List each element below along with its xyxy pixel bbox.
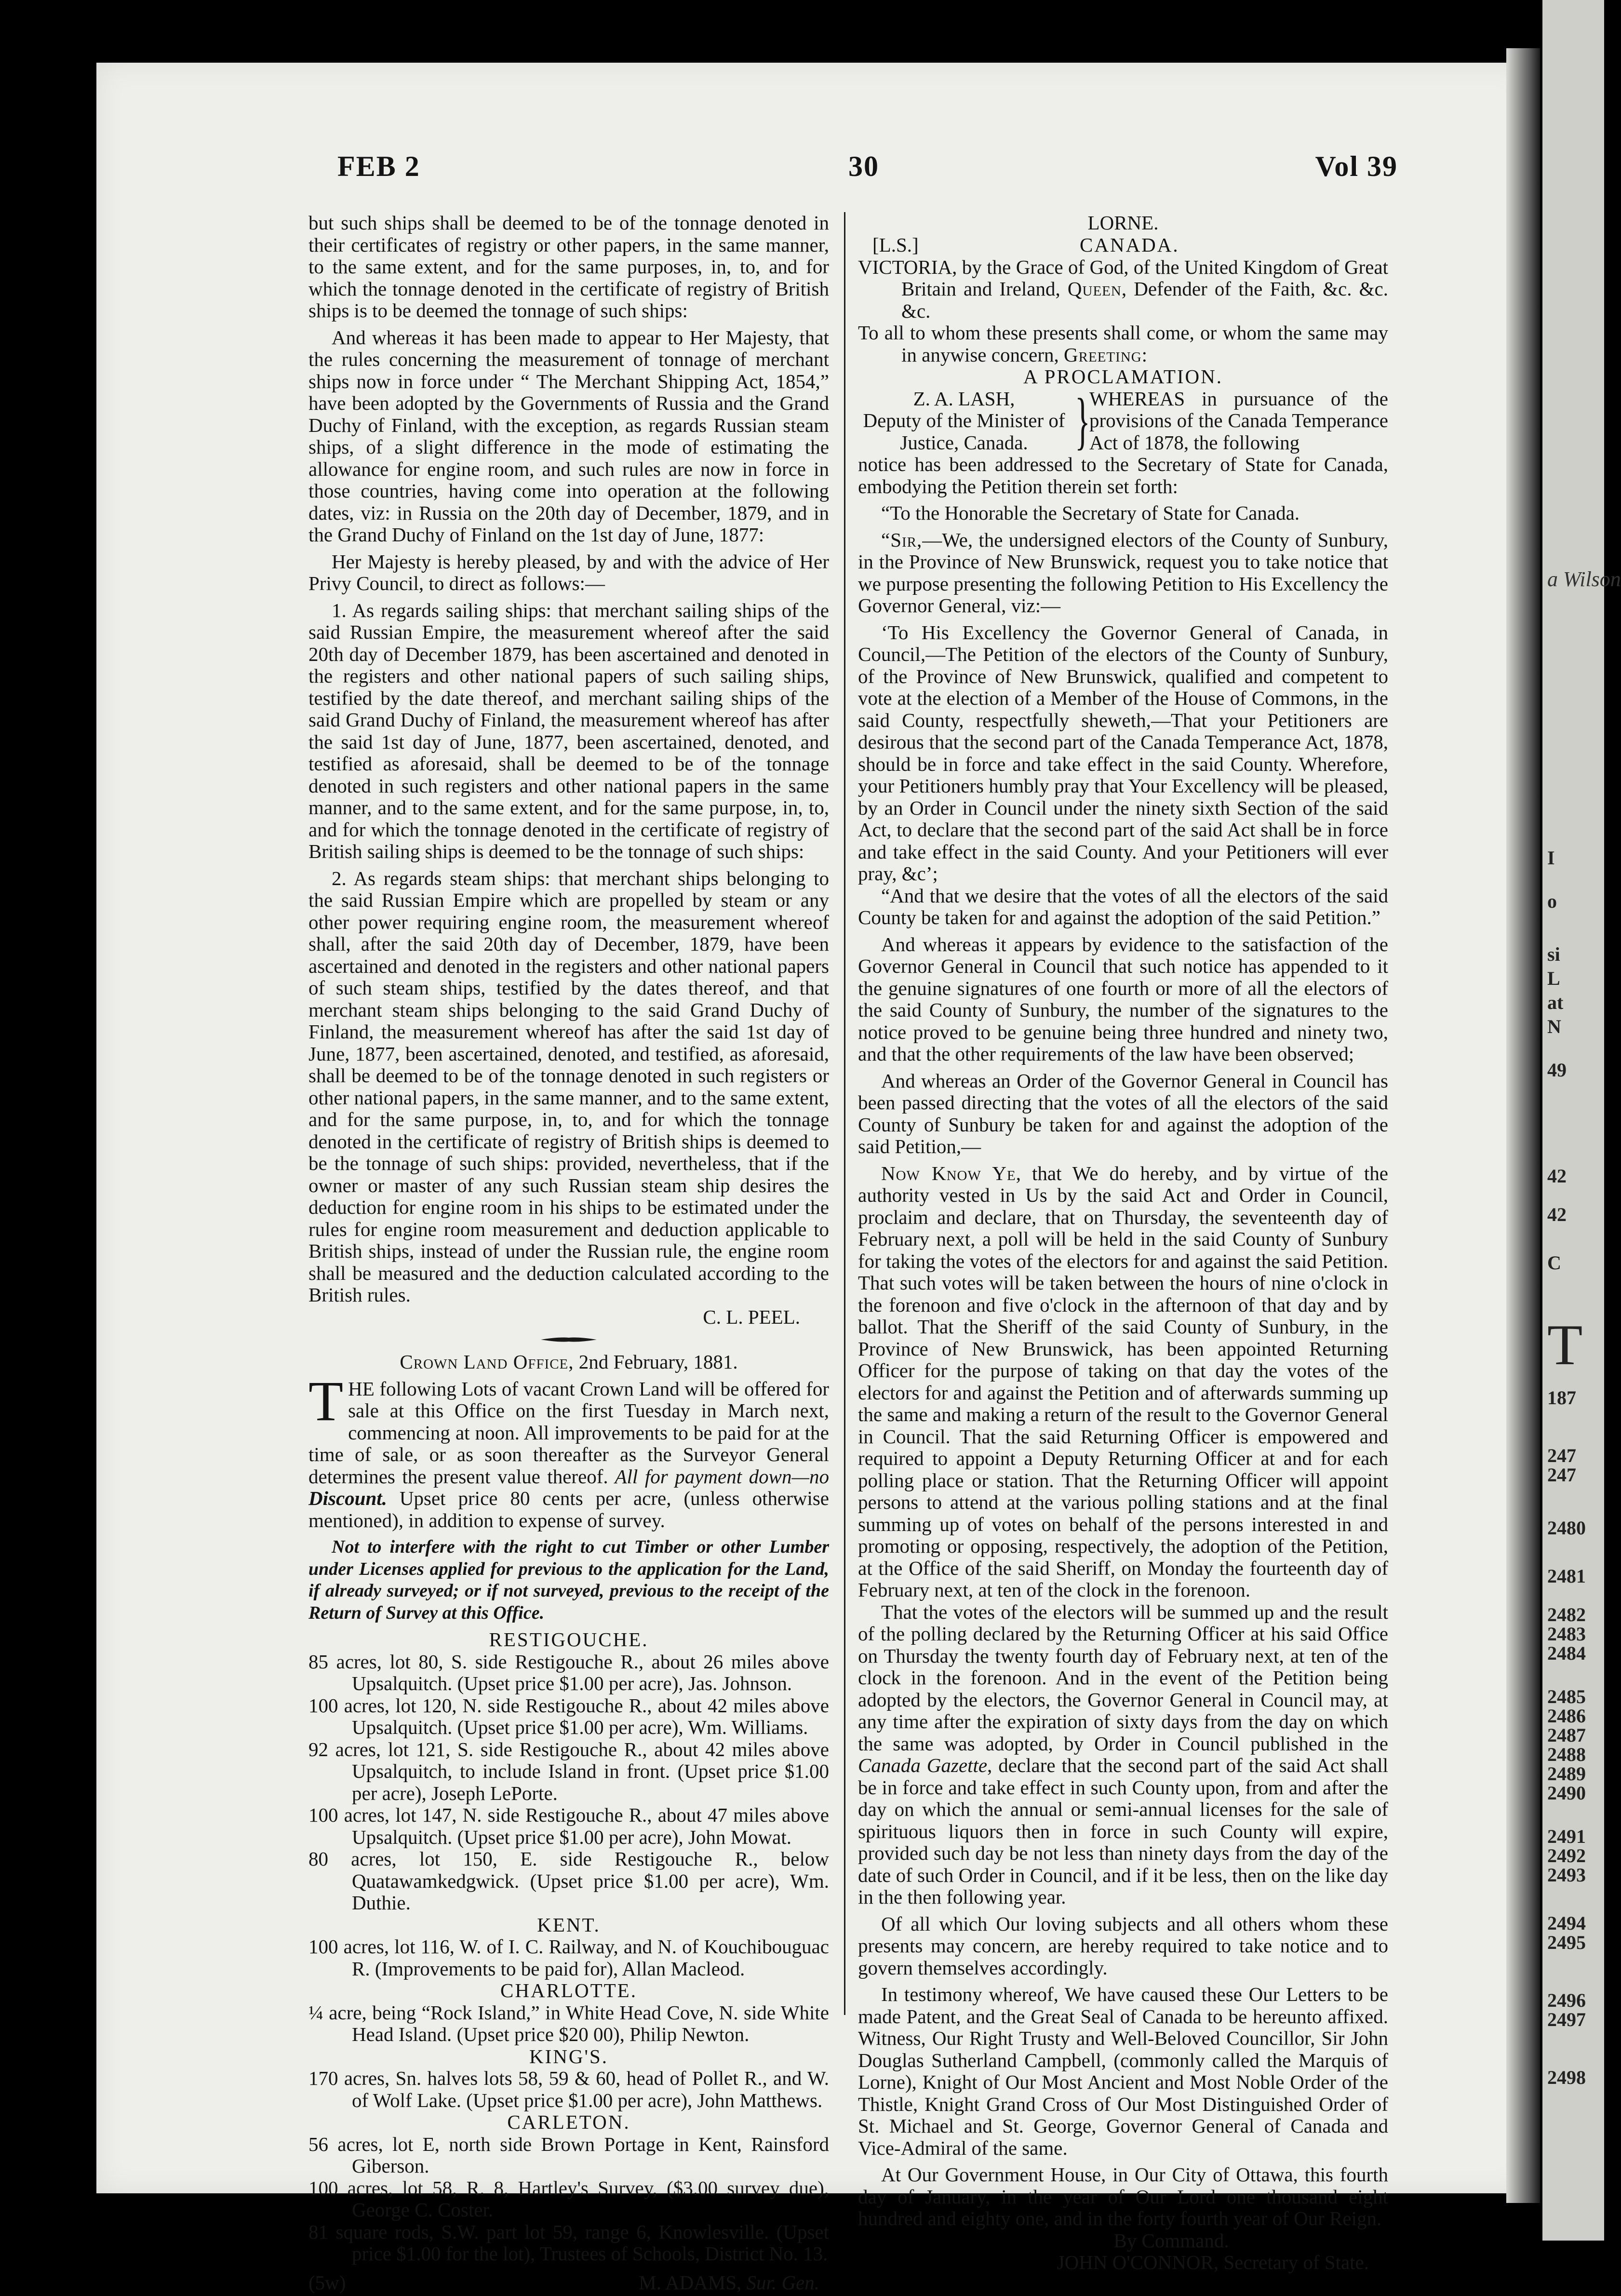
margin-fragment: N [1547,1016,1561,1037]
margin-fragment: 42 [1547,1165,1567,1187]
drop-cap-t: T [308,1369,344,1433]
margin-fragment: 187 [1547,1387,1576,1409]
land-lot: 100 acres, lot 58, R. 8, Hartley's Survey, ($3.00 survey due), George C. Coster. [308,2176,829,2221]
margin-fragment: C [1547,1252,1561,1274]
order-paragraph: Her Majesty is hereby pleased, by and with the advice of Her Privy Council, to direct as follows:— [308,550,829,594]
secretary-signature: JOHN O'CONNOR, Secretary of State. [1057,2251,1369,2273]
divider-ornament [540,1335,598,1344]
county-heading-kings: KING'S. [529,2045,608,2068]
page-gutter-shadow [1506,48,1540,2203]
margin-fragment: 2495 [1547,1932,1586,1953]
notice-code: (5w) [308,2271,346,2294]
column-rule [844,212,845,2015]
margin-fragment: 247 [1547,1445,1576,1466]
timber-notice: Not to interfere with the right to cut Timber or other Lumber under Licenses applied for previous to the application for the Land, if already surveyed; or if not surveyed, previous to the receipt of the Return of Survey at this Office. [308,1537,829,1623]
margin-fragment: 2496 [1547,1989,1586,2011]
county-heading-kent: KENT. [537,1913,601,1936]
margin-fragment: 2493 [1547,1864,1586,1886]
order-paragraph: 1. As regards sailing ships: that merchant sailing ships of the said Russian Empire, the measurement whereof after the said 20th day of December 1879, has been ascertained and denoted in the registers and other national papers of such sailing ships, testified by the date thereof, and merchant sailing ships of the said Grand Duchy of Finland, the measurement whereof has after the said 1st day of June, 1877, been ascertained, denoted, and testified as aforesaid, shall be deemed to be of the tonnage denoted in such registers and other national papers in the same manner, and to the same extent, and for the same purpose, in, to, and for which the tonnage denoted in the certificate of registry of British sailing ships is deemed to be the tonnage of such ships: [308,599,829,862]
margin-fragment: 2490 [1547,1782,1586,1804]
surveyor-signature: M. ADAMS, Sur. Gen. [639,2271,819,2294]
adjacent-page-strip [1542,0,1621,2241]
margin-fragment: 2492 [1547,1845,1586,1866]
margin-fragment: 2484 [1547,1642,1586,1664]
land-lot: 80 acres, lot 150, E. side Restigouche R., below Quatawamkedgwick. (Upset price $1.00 per acre), Wm. Duthie. [308,1848,829,1914]
margin-fragment: 49 [1547,1059,1567,1081]
land-lot: 92 acres, lot 121, S. side Restigouche R., about 42 miles above Upsalquitch, to include Island in front. (Upset price $1.00 per acre), Joseph LePorte. [308,1738,829,1804]
whereas-continued: notice has been addressed to the Secretary of State for Canada, embodying the Petition therein set forth: [858,453,1388,497]
margin-fragment: 2498 [1547,2067,1586,2088]
margin-handwriting: a Wilson [1547,567,1621,591]
whereas-opening: WHEREAS in pursuance of the provisions of the Canada Temperance Act of 1878, the following [1089,387,1388,454]
deputy-title: Deputy of the Minister of Justice, Canada. [863,409,1065,454]
margin-fragment: 42 [1547,1204,1567,1225]
page-number: 30 [848,150,879,182]
proclamation-heading: A PROCLAMATION. [1023,365,1223,388]
signature-peel: C. L. PEEL. [703,1305,800,1328]
margin-fragment: 2483 [1547,1623,1586,1645]
land-lot: 100 acres, lot 116, W. of I. C. Railway, and N. of Kouchibouguac R. (Improvements to be paid for), Allan Macleod. [308,1935,829,1980]
crown-land-dateline: Crown Land Office, 2nd February, 1881. [400,1351,738,1373]
left-column [308,212,829,2296]
votes-summed-paragraph: That the votes of the electors will be summed up and the result of the polling declared by the Returning Officer at his said Office on Thursday the twenty fourth day of February next, at ten of the clock in the forenoon. And in the event of the Petition being adopted by the electors, the Governor General in Council may, at any time after the expiration of sixty days from the day on which the same was adopted, by Order in Council published in the Canada Gazette, declare that the second part of the said Act shall be in force and take effect in such County upon, from and after the day on which the annual or semi-annual licenses for the sale of spirituous liquors then in force in such County will expire, provided such day be not less than ninety days from the day of the date of such Order in Council, and if it be less, then on the like day in the then following year. [858,1600,1388,1908]
great-seal-mark: [L.S.] [872,233,919,256]
margin-fragment: si [1547,943,1560,965]
county-heading-carleton: CARLETON. [507,2111,630,2133]
brace-glyph: } [1075,385,1090,456]
margin-fragment: 2481 [1547,1565,1586,1587]
margin-fragment: 247 [1547,1464,1576,1486]
page-header [337,145,1398,188]
notice-paragraph: Of all which Our loving subjects and all others whom these presents may concern, are hereby required to take notice and to govern themselves accordingly. [858,1912,1388,1979]
margin-fragment: I [1547,847,1555,869]
header-date: FEB 2 [337,150,420,182]
sir-paragraph: “Sir,—We, the undersigned electors of the County of Sunbury, in the Province of New Brunswick, request you to take notice that we purpose presenting the following Petition to His Excellency the Governor General, viz:— [858,528,1388,617]
votes-desire-paragraph: “And that we desire that the votes of all the electors of the said County be taken for and against the adoption of the said Petition.” [858,884,1388,928]
margin-fragment: at [1547,992,1564,1013]
right-column [858,212,1388,2274]
margin-fragment: o [1547,890,1557,912]
now-know-ye-paragraph: Now Know Ye, that We do hereby, and by virtue of the authority vested in Us by the said Act and Order in Council, proclaim and declare, that on Thursday, the seventeenth day of February next, a poll will be held in the said County of Sunbury for taking the votes of the electors for and against the said Petition. That such votes will be taken between the hours of nine o'clock in the forenoon and five o'clock in the afternoon of that day and by ballot. That the Sheriff of the said County of Sunbury, in the Province of New Brunswick, has been appointed Returning Officer for the purpose of taking on that day the votes of the electors for and against the Petition and of afterwards summing up the same and making a return of the result to the Governor General in Council. That the said Returning Officer is empowered and required to appoint a Deputy Returning Officer at and for each polling place or station. That the Returning Officer will appoint persons to attend at the various polling stations and at the final summing up of votes on behalf of the persons interested in and promoting or opposing, respectively, the adoption of the Petition, at the Office of the said Sheriff, on Monday the fourteenth day of February next, at ten of the clock in the forenoon. [858,1162,1388,1601]
evidence-paragraph: And whereas it appears by evidence to the satisfaction of the Governor General in Council that such notice has appended to it the genuine signatures of one fourth or more of all the electors of the said County of Sunbury, the number of the signatures to the notice proved to be genuine being three hundred and ninety two, and that the other requirements of the law have been observed; [858,933,1388,1065]
margin-fragment: 2497 [1547,2009,1586,2030]
county-heading-charlotte: CHARLOTTE. [500,1979,637,2001]
testimony-paragraph: In testimony whereof, We have caused these Our Letters to be made Patent, and the Great Seal of Canada to be hereunto affixed. Witness, Our Right Trusty and Well-Beloved Councillor, Sir John Douglas Sutherland Campbell, (commonly called the Marquis of Lorne), Knight of Our Most Ancient and Most Noble Order of the Thistle, Knight Grand Cross of Our Most Distinguished Order of St. Michael and St. George, Governor General of Canada and Vice-Admiral of the same. [858,1983,1388,2159]
land-lot: 100 acres, lot 147, N. side Restigouche R., about 47 miles above Upsalquitch. (Upset price $1.00 per acre), John Mowat. [308,1804,829,1848]
margin-fragment: 2488 [1547,1744,1586,1765]
country-heading: CANADA. [1080,233,1179,256]
margin-fragment: 2482 [1547,1604,1586,1625]
header-volume: Vol 39 [1315,150,1398,182]
land-lot: 81 square rods, S.W. part lot 59, range 6, Knowlesville. (Upset price $1.00 for the lot), Trustees of Schools, District No. 13. [308,2220,829,2265]
margin-fragment: 2486 [1547,1705,1586,1727]
margin-fragment: 2491 [1547,1826,1586,1847]
order-paragraph: And whereas it has been made to appear to Her Majesty, that the rules concerning the measurement of tonnage of merchant ships now in force under “ The Merchant Shipping Act, 1854,” have been adopted by the Governments of Russia and the Grand Duchy of Finland, with the exception, as regards Russian steam ships, of a slight difference in the mode of estimating the allowance for engine room, and such rules are now in force in those countries, having come into operation at the following dates, viz: in Russia on the 20th day of December, 1879, and in the Grand Duchy of Finland on the 1st day of June, 1877: [308,326,829,546]
government-house-paragraph: At Our Government House, in Our City of Ottawa, this fourth day of January, in the year of Our Lord one thousand eight hundred and eighty one, and in the forty fourth year of Our Reign. [858,2163,1388,2229]
land-lot: 85 acres, lot 80, S. side Restigouche R., about 26 miles above Upsalquitch. (Upset price $1.00 per acre), Jas. Johnson. [308,1650,829,1694]
margin-fragment: T [1547,1313,1583,1377]
deputy-minister [858,388,1070,454]
order-paragraph: 2. As regards steam ships: that merchant ships belonging to the said Russian Empire which are propelled by steam or any other power requiring engine room, the measurement whereof shall, after the said 20th day of December, 1879, have been ascertained and denoted in the registers and other national papers of such steam ships, testified by the dates thereof, and that merchant steam ships belonging to the said Grand Duchy of Finland, the measurement whereof has after the said 1st day of June, 1877, been ascertained, denoted, and testified, as aforesaid, shall be deemed to be of the tonnage denoted in such registers or other national papers, in the same manner, and to the same extent, and for the same purpose, in, to, and for which the tonnage denoted in the certificate of registry of British ships is deemed to be the tonnage of such ships: provided, nevertheless, that if the owner or master of any such Russian steam ship desires the deduction for engine room in his ships to be estimated under the rules for engine room measurement and deduction applicable to British ships, instead of under the Russian rule, the engine room shall be measured and the deduction calculated according to the British rules. [308,867,829,1306]
lorne-signature: LORNE. [1087,212,1159,234]
margin-fragment: 2494 [1547,1912,1586,1934]
land-lot: ¼ acre, being “Rock Island,” in White Head Cove, N. side White Head Island. (Upset price $20 00), Philip Newton. [308,2001,829,2045]
notice-footer [308,2272,829,2296]
crown-land-notice: THE following Lots of vacant Crown Land will be offered for sale at this Office on the first Tuesday in March next, commencing at noon. All improvements to be paid for at the time of sale, or as soon thereafter as the Surveyor General determines the present value thereof. All for payment down—no Discount. Upset price 80 cents per acre, (unless otherwise mentioned), in addition to expense of survey. [308,1369,829,1531]
greeting-line: To all to whom these presents shall come, or whom the same may in anywise concern, Greeting: [858,322,1388,366]
margin-fragment: 2489 [1547,1763,1586,1785]
by-command-line: By Command. [1113,2229,1229,2252]
margin-fragment: 2480 [1547,1517,1586,1539]
petition-paragraph: ‘To His Excellency the Governor General of Canada, in Council,—The Petition of the electors of the County of Sunbury, of the Province of New Brunswick, qualified and competent to vote at the election of a Member of the House of Commons, in the said County, respectfully sheweth,—That your Petitioners are desirous that the second part of the Canada Temperance Act, 1878, should be in force and take effect in the said County. Wherefore, your Petitioners humbly pray that Your Excellency will be pleased, by an Order in Council under the ninety sixth Section of the said Act, to declare that the second part of the said Act shall be in force and take effect in the said County. And your Petitioners will ever pray, &c’; [858,621,1388,885]
margin-fragment: 2487 [1547,1724,1586,1746]
margin-fragment: L [1547,967,1560,989]
county-heading-restigouche: RESTIGOUCHE. [489,1628,649,1651]
land-lot: 100 acres, lot 120, N. side Restigouche R., about 42 miles above Upsalquitch. (Upset price $1.00 per acre), Wm. Williams. [308,1694,829,1738]
margin-fragment: 2485 [1547,1686,1586,1707]
victoria-style: VICTORIA, by the Grace of God, of the United Kingdom of Great Britain and Ireland, Queen, Defender of the Faith, &c. &c. &c. [858,255,1388,322]
address-line: “To the Honorable the Secretary of State for Canada. [881,502,1300,524]
order-paragraph: but such ships shall be deemed to be of the tonnage denoted in their certificates of registry or other papers, in the same manner, to the same extent, and for the same purposes, in, to, and for which the tonnage denoted in the certificate of registry of British ships is to be deemed the tonnage of such ships: [308,212,829,322]
land-lot: 170 acres, Sn. halves lots 58, 59 & 60, head of Pollet R., and W. of Wolf Lake. (Upset price $1.00 per acre), John Matthews. [308,2067,829,2111]
seal-line [858,234,1388,256]
order-in-council-paragraph: And whereas an Order of the Governor General in Council has been passed directing that the votes of all the electors of the said County of Sunbury be taken for and against the adoption of the said Petition,— [858,1069,1388,1157]
deputy-name: Z. A. LASH, [913,387,1015,410]
land-lot: 56 acres, lot E, north side Brown Portage in Kent, Rainsford Giberson. [308,2133,829,2177]
deputy-minister-block [858,385,1388,456]
